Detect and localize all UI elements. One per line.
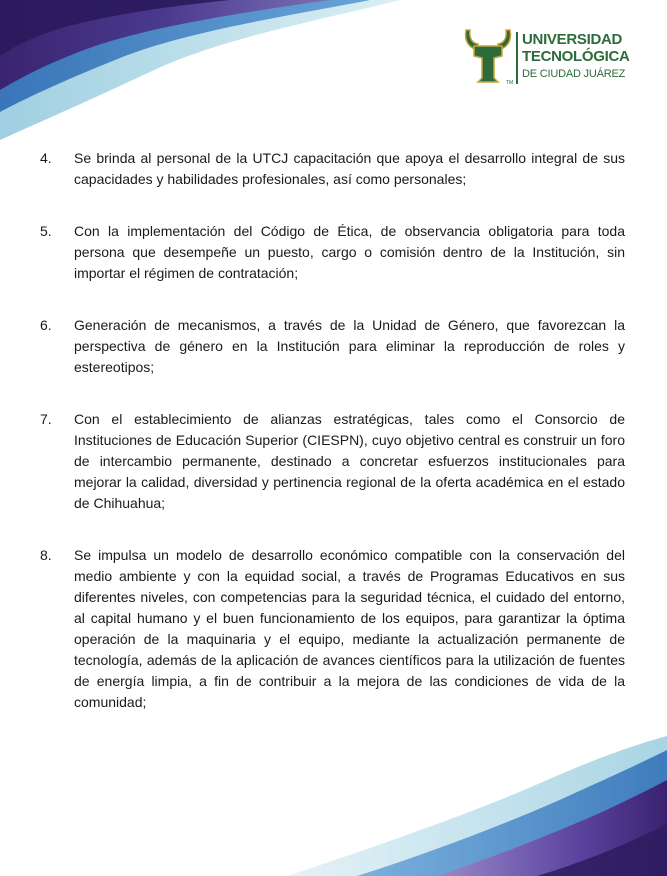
list-item-5 (40, 221, 625, 284)
top-wave-decoration (0, 0, 400, 150)
list-number: 4. (40, 150, 52, 166)
list-text: Se brinda al personal de la UTCJ capacitación que apoya el desarrollo integral de sus capacidades y habilidades profesionales, así como personales; (74, 150, 625, 187)
logo-line-2: TECNOLÓGICA (522, 48, 630, 65)
list-item-6 (40, 315, 625, 378)
list-item-7 (40, 409, 625, 514)
list-number: 7. (40, 411, 52, 427)
list-number: 5. (40, 223, 52, 239)
bottom-wave-decoration (287, 736, 667, 876)
list-text: Se impulsa un modelo de desarrollo económico compatible con la conservación del medio ambiente y con la equidad social, a través de Programas Educativos en sus diferentes niveles, con competencias para la seguridad técnica, el cuidado del entorno, al capital humano y el buen funcionamiento de los equipos, para garantizar la óptima operación de la maquinaria y el equipo, mediante la actualización permanente de tecnología, además de la aplicación de avances científicos para la utilización de fuentes de energía limpia, a fin de contribuir a la mejora de las condiciones de vida de la comunidad; (74, 547, 625, 710)
logo-divider (516, 32, 518, 84)
logo-line-3: DE CIUDAD JUÁREZ (522, 68, 626, 80)
list-text: Generación de mecanismos, a través de la Unidad de Género, que favorezcan la perspectiva de género en la Institución para eliminar la reproducción de roles y estereotipos; (74, 317, 625, 375)
trademark-mark: TM (506, 80, 514, 86)
list-item-8 (40, 545, 625, 713)
list-text: Con el establecimiento de alianzas estratégicas, tales como el Consorcio de Instituciones de Educación Superior (CIESPN), cuyo objetivo central es construir un foro de intercambio permanente, destinado a concretar esfuerzos institucionales para mejorar la calidad, diversidad y pertinencia regional de la oferta académica en el estado de Chihuahua; (74, 411, 625, 511)
logo-line-1: UNIVERSIDAD (522, 31, 623, 48)
bull-shield-icon (462, 28, 514, 86)
numbered-list (40, 148, 625, 744)
university-logo (462, 28, 632, 90)
list-item-4 (40, 148, 625, 190)
list-number: 6. (40, 317, 52, 333)
logo-wordmark (522, 32, 630, 80)
list-number: 8. (40, 547, 52, 563)
list-text: Con la implementación del Código de Ética, de observancia obligatoria para toda persona que desempeñe un puesto, cargo o comisión dentro de la Institución, sin importar el régimen de contratación; (74, 223, 625, 281)
